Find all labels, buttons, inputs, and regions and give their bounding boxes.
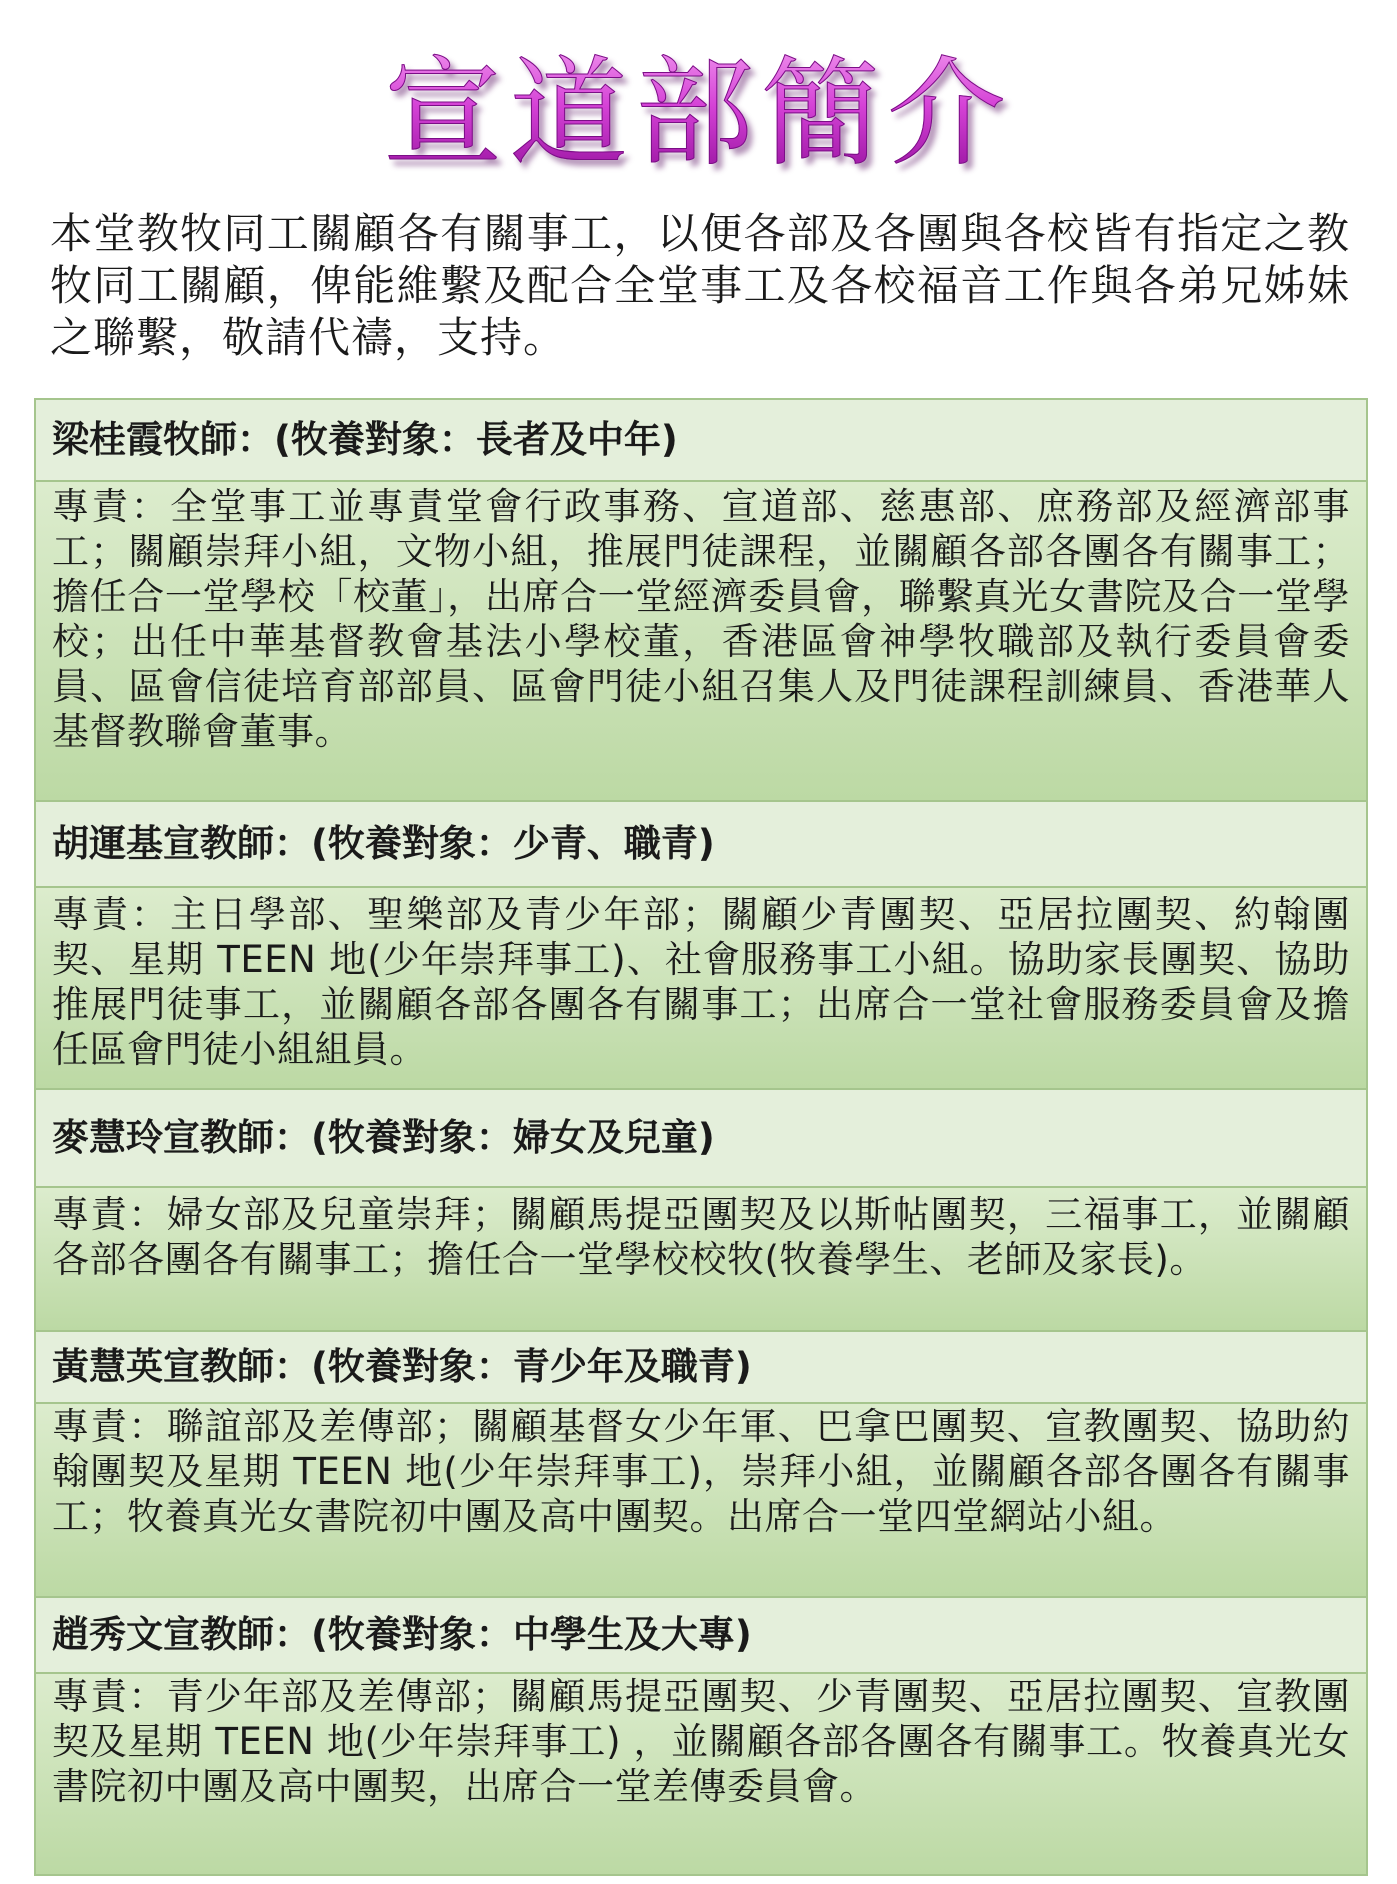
pastor-header: 麥慧玲宣教師：(牧養對象：婦女及兒童) xyxy=(36,1090,1366,1186)
page-title: 宣道部簡介 xyxy=(0,38,1397,188)
pastor-header: 趙秀文宣教師：(牧養對象：中學生及大專) xyxy=(36,1598,1366,1672)
pastor-duties: 專責：全堂事工並專責堂會行政事務、宣道部、慈惠部、庶務部及經濟部事工；關顧崇拜小組，文物小組，推展門徒課程，並關顧各部各團各有關事工；擔任合一堂學校「校董」，出席合一堂經濟委員會，聯繫真光女書院及合一堂學校；出任中華基督教會基法小學校董，香港區會神學牧職部及執行委員會委員、區會信徒培育部部員、區會門徒小組召集人及門徒課程訓練員、香港華人基督教聯會董事。 xyxy=(36,482,1366,800)
pastor-header: 梁桂霞牧師：(牧養對象：長者及中年) xyxy=(36,400,1366,480)
pastor-duties: 專責：婦女部及兒童崇拜；關顧馬提亞團契及以斯帖團契，三福事工，並關顧各部各團各有關事工；擔任合一堂學校校牧(牧養學生、老師及家長)。 xyxy=(36,1188,1366,1330)
pastor-header: 黃慧英宣教師：(牧養對象：青少年及職青) xyxy=(36,1332,1366,1402)
pastor-duties: 專責：青少年部及差傳部；關顧馬提亞團契、少青團契、亞居拉團契、宣教團契及星期 TEEN 地(少年崇拜事工) ，並關顧各部各團各有關事工。牧養真光女書院初中團及高中團契，出席合一堂差傳委員會。 xyxy=(36,1674,1366,1874)
pastor-table xyxy=(34,398,1368,1876)
pastor-duties: 專責：聯誼部及差傳部；關顧基督女少年軍、巴拿巴團契、宣教團契、協助約翰團契及星期 TEEN 地(少年崇拜事工)，崇拜小組，並關顧各部各團各有關事工；牧養真光女書院初中團及高中團契。出席合一堂四堂網站小組。 xyxy=(36,1404,1366,1596)
intro-paragraph: 本堂教牧同工關顧各有關事工，以便各部及各團與各校皆有指定之教牧同工關顧，俾能維繫及配合全堂事工及各校福音工作與各弟兄姊妹之聯繫，敬請代禱，支持。 xyxy=(50,209,1350,362)
pastor-header: 胡運基宣教師：(牧養對象：少青、職青) xyxy=(36,802,1366,886)
pastor-duties: 專責：主日學部、聖樂部及青少年部；關顧少青團契、亞居拉團契、約翰團契、星期 TEEN 地(少年崇拜事工)、社會服務事工小組。協助家長團契、協助推展門徒事工，並關顧各部各團各有關事工；出席合一堂社會服務委員會及擔任區會門徒小組組員。 xyxy=(36,888,1366,1088)
